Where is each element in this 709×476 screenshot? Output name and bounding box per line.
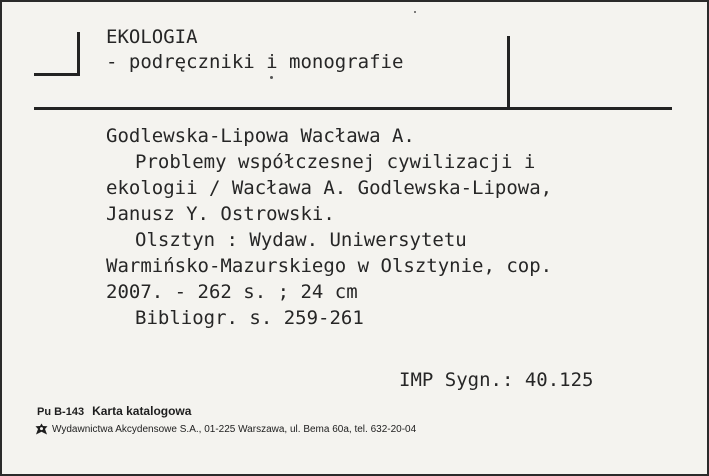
publisher-line	[35, 423, 416, 435]
subject-subheading: - podręczniki i monografie	[106, 51, 404, 73]
entry-notes: Bibliogr. s. 259-261	[135, 307, 364, 329]
entry-publication-line: 2007. - 262 s. ; 24 cm	[106, 281, 358, 303]
form-name: Karta katalogowa	[92, 404, 192, 418]
entry-title-line: Janusz Y. Ostrowski.	[106, 203, 335, 225]
form-code: Pu B-143	[37, 406, 85, 418]
call-number: IMP Sygn.: 40.125	[399, 369, 594, 391]
header-bracket-right	[507, 36, 510, 108]
form-label	[37, 404, 191, 418]
publisher-text: Wydawnictwa Akcydensowe S.A., 01-225 Warszawa, ul. Bema 60a, tel. 632-20-04	[52, 423, 417, 435]
paper-speck	[414, 11, 416, 13]
header-bracket-left	[34, 32, 80, 76]
entry-publication-line: Warmińsko-Mazurskiego w Olsztynie, cop.	[106, 255, 553, 277]
header-divider	[34, 107, 672, 110]
paper-speck	[270, 76, 273, 79]
entry-author: Godlewska-Lipowa Wacława A.	[106, 125, 415, 147]
subject-heading: EKOLOGIA	[106, 26, 198, 48]
entry-title-line: Problemy współczesnej cywilizacji i	[135, 151, 536, 173]
entry-publication-line: Olsztyn : Wydaw. Uniwersytetu	[135, 229, 467, 251]
entry-title-line: ekologii / Wacława A. Godlewska-Lipowa,	[106, 177, 553, 199]
publisher-logo-icon	[35, 423, 48, 435]
